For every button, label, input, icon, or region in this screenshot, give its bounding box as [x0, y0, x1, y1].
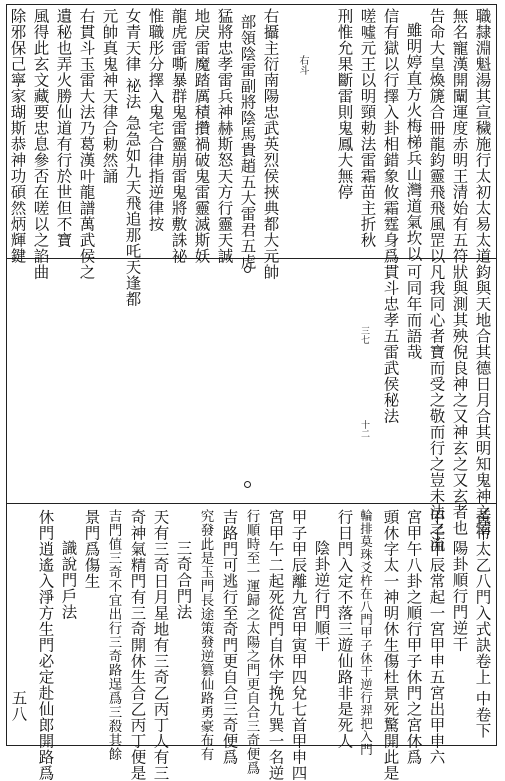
- text-column: 可同年而語哉: [404, 264, 423, 360]
- text-column: 右貫斗玉雷大法乃葛漢叶龍譜萬武侯之: [77, 8, 96, 280]
- text-column: 嗟噓元王以明頸勅法雷霜苗主折秋: [358, 8, 377, 248]
- text-column: 輪排莫珠爻杵在八門甲子休干逆行羿把入門: [358, 509, 374, 756]
- text-column: 女青天律 祕法 急急如九天飛追那吒天逢都: [123, 8, 142, 307]
- text-column: 甲子甲辰離九宮甲寅甲四兌七首甲申四: [289, 509, 308, 781]
- text-column: 惟職彤分擇入鬼宅合律指逆律按: [146, 8, 165, 232]
- annotation-mark: 三七: [359, 326, 369, 344]
- text-column: 除邪保己寧家瑚斯恭神功碩然炳輝鍵: [8, 8, 27, 264]
- text-column: 部領陰雷副將陰馬貴趙五大雷君五虎: [238, 14, 257, 270]
- text-column: 吉門值三奇不宜出行三奇路逞爲三殺其餘: [105, 509, 122, 761]
- text-column: 職隸淵魁湯其宣穢施行太初太易太道: [473, 8, 492, 264]
- text-column: 遺秘也弄火勝仙道有行於世但不寶: [54, 8, 73, 248]
- subheading: 陰卦逆行門順干: [312, 540, 331, 652]
- text-column: 凡我同心者寶而受之敬而行之豈未法之流: [427, 264, 446, 552]
- text-column: 天有三奇日月星地有三奇乙丙丁人有三: [151, 509, 170, 781]
- text-column: 甲子甲辰常起一宮甲申五宮出甲申六: [427, 509, 446, 765]
- text-column: 休門逍遙入淨方生門必定赴仙郎開路爲: [36, 509, 55, 781]
- text-column: 頭休字太一神明休生傷杜景死驚開此是: [381, 509, 400, 781]
- subheading: 三奇合門法: [174, 540, 193, 620]
- text-column: 刑惟允果斷雷則鬼鳳大無停: [335, 8, 354, 200]
- text-column: 風得此玄文藏要忠息參否在嗟以之諂曲: [31, 8, 50, 280]
- text-column: 宮甲午八卦之順行甲子休門之宮休爲: [404, 509, 423, 765]
- text-column: 行日門入定不落三遊仙路非是死人: [335, 509, 354, 749]
- section-divider-bottom: [7, 503, 496, 504]
- text-column: 信有獄以行擇入卦相錯象攸霜霆身爲: [381, 8, 400, 264]
- subheading: 識說門戶法: [59, 540, 78, 620]
- text-column: 告命大皇煥篪合冊龍鈞靈飛飛風罡以: [427, 8, 446, 264]
- text-column: 龍虎雷嘶暴群鬼雷靈崩雷鬼將敷誅祕: [169, 8, 188, 264]
- section-title: 貫斗忠孝五雷武侯秘法: [381, 264, 400, 424]
- text-column: 無名寵漢開闡運度赤明王清始有五符: [450, 8, 469, 264]
- text-column: 吉路門可逃行至奇門更自合三奇便爲: [220, 509, 239, 765]
- text-column: 狀與測其殃倪良神之又神玄之又玄者也: [450, 264, 469, 536]
- text-column: 地戾雷魔踏厲積攢禍破鬼雷靈滅斯妖: [192, 8, 211, 264]
- text-column: 雖明婷直方火梅梯兵山灣道氣坎以: [404, 22, 423, 262]
- subheading: 陽卦順行門逆干: [450, 540, 469, 652]
- text-column: 猛將忠孝雷兵神赫斯怒天方行靈天誠: [215, 8, 234, 264]
- text-column: 鈞與天地合其德日月合其明知鬼神之情: [473, 264, 492, 536]
- annotation-mark: 右斗: [297, 55, 308, 75]
- text-column: 行順時至一運歸之太陽之門更自合三奇便爲: [243, 509, 260, 775]
- text-column: 景門爲傷生: [82, 509, 101, 589]
- text-column: 宮甲午二起死從門自休宇挽九巽一名逆: [266, 509, 285, 781]
- text-column: 奇神氣精門有三奇開休生合乙丙丁便是: [128, 509, 147, 781]
- text-column: 元帥真鬼神天律合勅然誦: [100, 8, 119, 184]
- chapter-title: 黃帝太乙八門入式訣卷上 中卷下: [473, 509, 492, 739]
- page-mark: 十二: [359, 420, 369, 438]
- text-column: 究發此是玉門長途策發逆篡仙路勇豪布有: [197, 509, 214, 761]
- folio-number: 五八: [9, 690, 28, 722]
- text-column: 右攝主衍南陽忠武英烈侯挾典都大元帥: [261, 8, 280, 280]
- punch-hole-lower: [244, 481, 251, 488]
